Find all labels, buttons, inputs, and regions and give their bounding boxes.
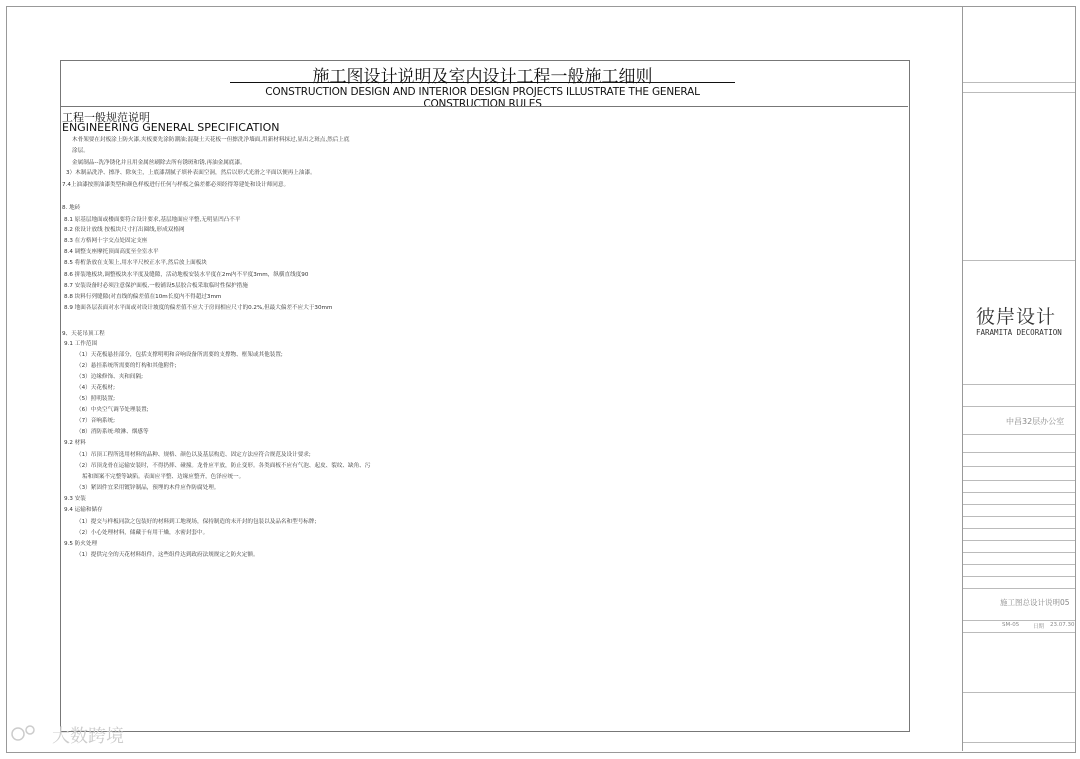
spec-line: 8.9 地面各层表面对水平面或对设计坡度的偏差值不应大于房间相应尺寸的0.2%,但最大偏差不应大于30mm (64, 305, 333, 311)
spec-line: （4）天花板材; (76, 385, 116, 391)
header-divider (60, 106, 908, 107)
spec-line: 8.5 将桁条放在支架上,用水平尺校正水平,然后放上面板块 (64, 260, 207, 266)
spec-line: 8.6 拼装地板块,调整板块水平度及缝隙，活动地板安装水平度在2m内不平度3mm，纵横直线度90 (64, 272, 309, 278)
title-underline (230, 82, 735, 83)
spec-line: 8.7 安装设备时必须注意保护面板,一般铺设5层胶合板采取临时性保护措施 (64, 283, 248, 289)
title-block-divider (963, 528, 1075, 529)
spec-line: 木骨架要在封板涂上防火漆,夹板要先涂防潮油;混凝土天花板一但擦洗净墙面,用新材料抹过,显出之斑点,然后上底 (72, 137, 350, 143)
title-block-divider (963, 576, 1075, 577)
title-block-divider (963, 480, 1075, 481)
spec-line: （6）中央空气调节处理装置; (76, 407, 149, 413)
title-block-divider (963, 552, 1075, 553)
spec-line: （3）紧固件宜采用镀锌制品，预埋的木件应作防腐处理。 (76, 485, 220, 491)
document-title-cn: 施工图设计说明及室内设计工程一般施工细则 (312, 67, 653, 87)
title-block-divider (963, 492, 1075, 493)
title-block-divider (963, 260, 1075, 261)
brand-name-cn: 彼岸设计 (976, 306, 1057, 328)
watermark-logo-icon (10, 722, 44, 746)
title-block-divider (963, 692, 1075, 693)
title-block-divider (963, 516, 1075, 517)
section-title-cn: 工程一般规范说明 (62, 111, 150, 124)
spec-line: （8）消防系统:喷淋、烟感等 (76, 429, 149, 435)
spec-line: （1）吊顶工程所选用材料的品种、规格、颜色以及基层构造、固定方法应符合规范及设计要求; (76, 452, 311, 458)
title-block-divider (963, 504, 1075, 505)
title-block-divider (963, 434, 1075, 435)
drawing-name: 施工图总设计说明05 (1000, 598, 1070, 607)
spec-line: （1）提交与样板同款之包装好的材料到工地现场，保持制造的未开封的包装以及品名和型号标牌; (76, 519, 317, 525)
date-label: 日期 (1033, 624, 1045, 630)
spec-line: 9.3 安装 (64, 496, 86, 502)
drawing-date: 23.07.30 (1050, 622, 1075, 628)
spec-line: 8.3 在方格网十字交点处固定支座 (64, 238, 148, 244)
title-block (962, 6, 1075, 751)
title-block-divider (963, 588, 1075, 589)
drawing-number: SM-05 (1002, 622, 1020, 628)
spec-line: 9.4 运输和储存 (64, 507, 103, 513)
brand-name-en: FARAMITA DECORATION (976, 328, 1062, 337)
title-block-divider (963, 540, 1075, 541)
title-block-divider (963, 620, 1075, 621)
spec-line: （2）吊顶龙骨在运输安装时，不得扔摔、碰撞。龙骨应平放，防止变形。各类面板不应有气泡、起皮、裂纹、缺角、污 (76, 463, 371, 469)
spec-line: 8.4 调整支座摩托顶面高度至全室水平 (64, 249, 159, 255)
spec-line: 9、天花吊顶工程 (62, 331, 105, 337)
spec-line: （1）提供完全的天花材料组件，这些组件达到政府法规规定之防火定额。 (76, 552, 259, 558)
section-title-en: ENGINEERING GENERAL SPECIFICATION (62, 121, 280, 134)
spec-line: 9.2 材料 (64, 440, 86, 446)
title-block-divider (963, 406, 1075, 407)
title-block-divider (963, 82, 1075, 83)
title-block-divider (963, 632, 1075, 633)
spec-line: 8.2 依设计放线 按板块尺寸打出圈线,形成双格网 (64, 227, 185, 233)
spec-line: 9.5 防火处理 (64, 541, 98, 547)
watermark-text: 大数跨境 (52, 726, 124, 747)
spec-line: 8.1 原基层地面或楼面要符合设计要求,基层地面应平整,无明显凹凸不平 (64, 217, 241, 223)
spec-line: 3）木制品洗净、擦净、除灰尘，上底漆刮腻子填补表面空洞，然后以形式光滑之平面以便再上油漆。 (66, 170, 316, 176)
spec-line: 涂层。 (72, 148, 89, 154)
project-name: 中昌32层办公室 (1006, 417, 1065, 426)
title-block-divider (963, 384, 1075, 385)
spec-line: 9.1 工作范围 (64, 341, 98, 347)
spec-line: （2）小心处理材料，储藏于有用干燥，水密封套中。 (76, 530, 209, 536)
spec-line: 8. 地砖 (62, 205, 81, 211)
spec-line: （3）边缘修饰、夹和间隔; (76, 374, 143, 380)
title-block-divider (963, 564, 1075, 565)
document-title-en: CONSTRUCTION DESIGN AND INTERIOR DESIGN PROJECTS ILLUSTRATE THE GENERAL CONSTRUCTION RULES (265, 86, 700, 110)
title-block-divider (963, 92, 1075, 93)
spec-line: 8.8 块料行列缝隙(对直线的偏差值在10m长度内不得超过3mm (64, 294, 222, 300)
spec-line: （1）天花板悬挂部分，包括支撑明明和音响设备所需要的支撑物、框架或其他装置; (76, 352, 283, 358)
title-block-divider (963, 466, 1075, 467)
spec-line: 7.4上油漆按照油漆类型和颜色样板进行任何与样板之偏差都必须经得筹建处和设计师同意。 (62, 182, 290, 188)
spec-line: 金属制品--洗净锈化并且用金属丝刷除去所有锈斑和锈,再油金属底漆。 (72, 160, 246, 166)
spec-line: （5）照明装置; (76, 396, 116, 402)
spec-line: 垢和图案不完整等缺陷。表面应平整、边缘应整齐，色泽应统一。 (82, 474, 245, 480)
title-block-divider (963, 452, 1075, 453)
spec-line: （2）悬挂系统所需要的钉构和其他附件; (76, 363, 177, 369)
spec-line: （7）音响系统; (76, 418, 116, 424)
title-block-divider (963, 742, 1075, 743)
